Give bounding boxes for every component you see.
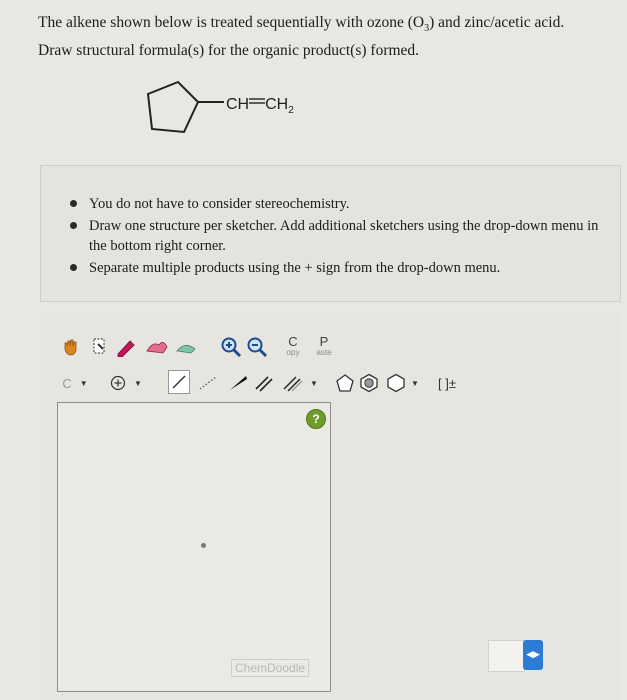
double-bond <box>249 92 265 110</box>
chemdoodle-watermark: ChemDoodle <box>231 659 309 677</box>
plus-circle-icon <box>110 375 126 391</box>
zoom-in-icon[interactable] <box>220 336 242 358</box>
instructions-list <box>89 194 609 280</box>
add-sketcher-select[interactable] <box>488 640 525 672</box>
ring-template-dropdown[interactable] <box>382 372 422 394</box>
dashed-bond-tool-icon[interactable] <box>196 372 220 394</box>
eraser-pencil-icon[interactable] <box>114 336 138 358</box>
question-line-2: Draw structural formula(s) for the organic product(s) formed. <box>38 42 420 60</box>
charge-dropdown[interactable] <box>106 372 146 394</box>
hexagon-ring-icon <box>385 373 407 393</box>
single-bond-tool-icon[interactable] <box>168 370 190 394</box>
lasso-tool-icon[interactable] <box>88 334 110 358</box>
instruction-item: You do not have to consider stereochemistry. <box>89 194 609 214</box>
instruction-item: Separate multiple products using the + sign from the drop-down menu. <box>89 258 609 278</box>
triple-bond-dropdown[interactable] <box>280 372 320 394</box>
vinyl-substituent: CH $CH_2$ <box>226 96 294 116</box>
canvas-center-dot <box>201 543 206 548</box>
bracket-charge-tool[interactable]: [ ]± <box>438 375 456 391</box>
drawing-canvas[interactable] <box>57 402 331 692</box>
zoom-out-icon[interactable] <box>246 336 268 358</box>
dropdown-caret-icon: ▼ <box>411 378 419 388</box>
copy-button[interactable]: C opy <box>286 334 300 357</box>
benzene-tool-icon[interactable] <box>358 372 380 394</box>
wedge-bond-tool-icon[interactable] <box>226 372 250 394</box>
atom-label-dropdown[interactable]: C ▼ <box>62 375 88 391</box>
clear-tool-icon[interactable] <box>144 336 170 358</box>
dropdown-caret-icon: ▼ <box>79 378 88 388</box>
double-bond-tool-icon[interactable] <box>252 372 276 394</box>
dropdown-caret-icon: ▼ <box>310 378 318 388</box>
question-line-1: The alkene shown below is treated sequentially with ozone $(O_3)$ and zinc/acetic acid. <box>38 14 565 35</box>
chemdoodle-sketcher <box>40 312 621 700</box>
hand-tool-icon[interactable] <box>60 336 82 358</box>
cyclopentane-tool-icon[interactable] <box>334 372 356 394</box>
help-icon[interactable]: ? <box>306 409 326 429</box>
undo-redo-icon[interactable] <box>174 338 198 358</box>
instruction-item: Draw one structure per sketcher. Add additional sketchers using the drop-down menu in the bottom right corner. <box>89 216 609 256</box>
select-arrows-icon[interactable]: ◀▶ <box>523 640 543 670</box>
dropdown-caret-icon: ▼ <box>134 378 142 388</box>
question-text <box>38 12 623 62</box>
paste-button[interactable]: P aste <box>316 334 332 357</box>
triple-bond-icon <box>282 374 306 392</box>
instructions-box <box>40 165 621 302</box>
